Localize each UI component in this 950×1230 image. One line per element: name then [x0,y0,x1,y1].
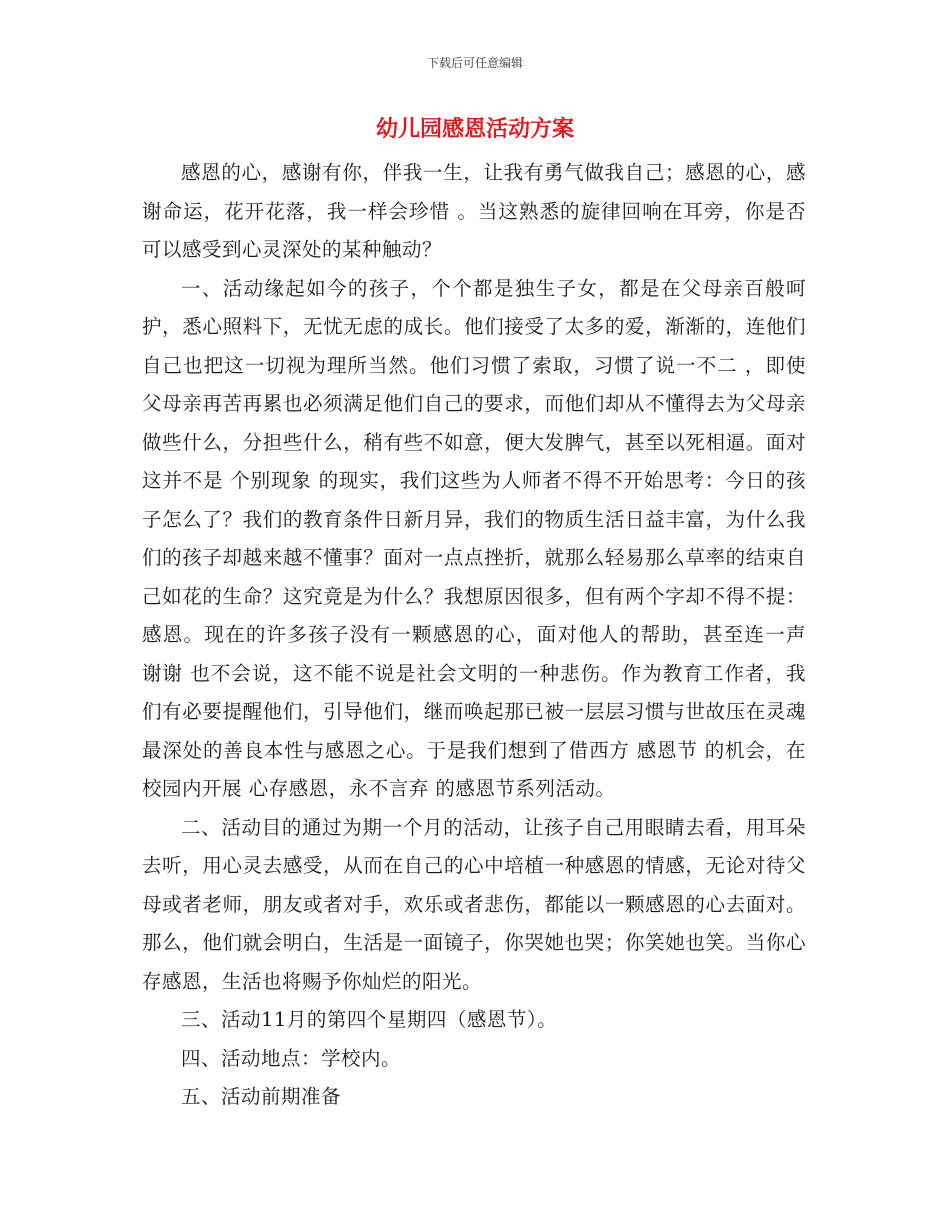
paragraph-section-4: 四、活动地点：学校内。 [181,1046,402,1070]
paragraph-section-2: 二、活动目的通过为期一个月的活动，让孩子自己用眼睛去看，用耳朵去听，用心灵去感受，从而在自己的心中培植一种感恩的情感，无论对待父母或者老师，朋友或者对手，欢乐或者悲伤，都能以一颗感恩的心去面对。那么，他们就会明白，生活是一面镜子，你哭她也哭；你笑她也笑。当你心存感恩，生活也将赐予你灿烂的阳光。 [142,815,806,993]
paragraph-section-3: 三、活动11月的第四个星期四（感恩节）。 [181,1008,558,1031]
header-note: 下载后可任意编辑 [426,56,523,70]
paragraph-section-5: 五、活动前期准备 [181,1085,342,1108]
paragraph-section-1: 一、活动缘起如今的孩子，个个都是独生子女，都是在父母亲百般呵护，悉心照料下，无忧无虑的成长。他们接受了太多的爱，渐渐的，连他们自己也把这一切视为理所当然。他们习惯了索取，习惯了说一不二 ，即使父母亲再苦再累也必须满足他们自己的要求，而他们却从不懂得去为父母亲做些什么，分担些什么，稍有些不如意，便大发脾气，甚至以死相逼。面对这并不是 个别现象 的现实，我们这些为人师者不得不开始思考：今日的孩子怎么了？我们的教育条件日新月异，我们的物质生活日益丰富，为什么我们的孩子却越来越不懂事？面对一点点挫折，就那么轻易那么草率的结束自己如花的生命？这究竟是为什么？我想原因很多，但有两个字却不得不提：感恩。现在的许多孩子没有一颗感恩的心，面对他人的帮助，甚至连一声 谢谢 也不会说，这不能不说是社会文明的一种悲伤。作为教育工作者，我们有必要提醒他们，引导他们，继而唤起那已被一层层习惯与世故压在灵魂最深处的善良本性与感恩之心。于是我们想到了借西方 感恩节 的机会，在校园内开展 心存感恩，永不言弃 的感恩节系列活动。 [142,276,806,800]
document-body [142,154,806,1117]
paragraph-intro: 感恩的心，感谢有你，伴我一生，让我有勇气做我自己；感恩的心，感谢命运，花开花落，我一样会珍惜 。当这熟悉的旋律回响在耳旁，你是否可以感受到心灵深处的某种触动？ [142,161,806,261]
document-title: 幼儿园感恩活动方案 [375,117,574,142]
